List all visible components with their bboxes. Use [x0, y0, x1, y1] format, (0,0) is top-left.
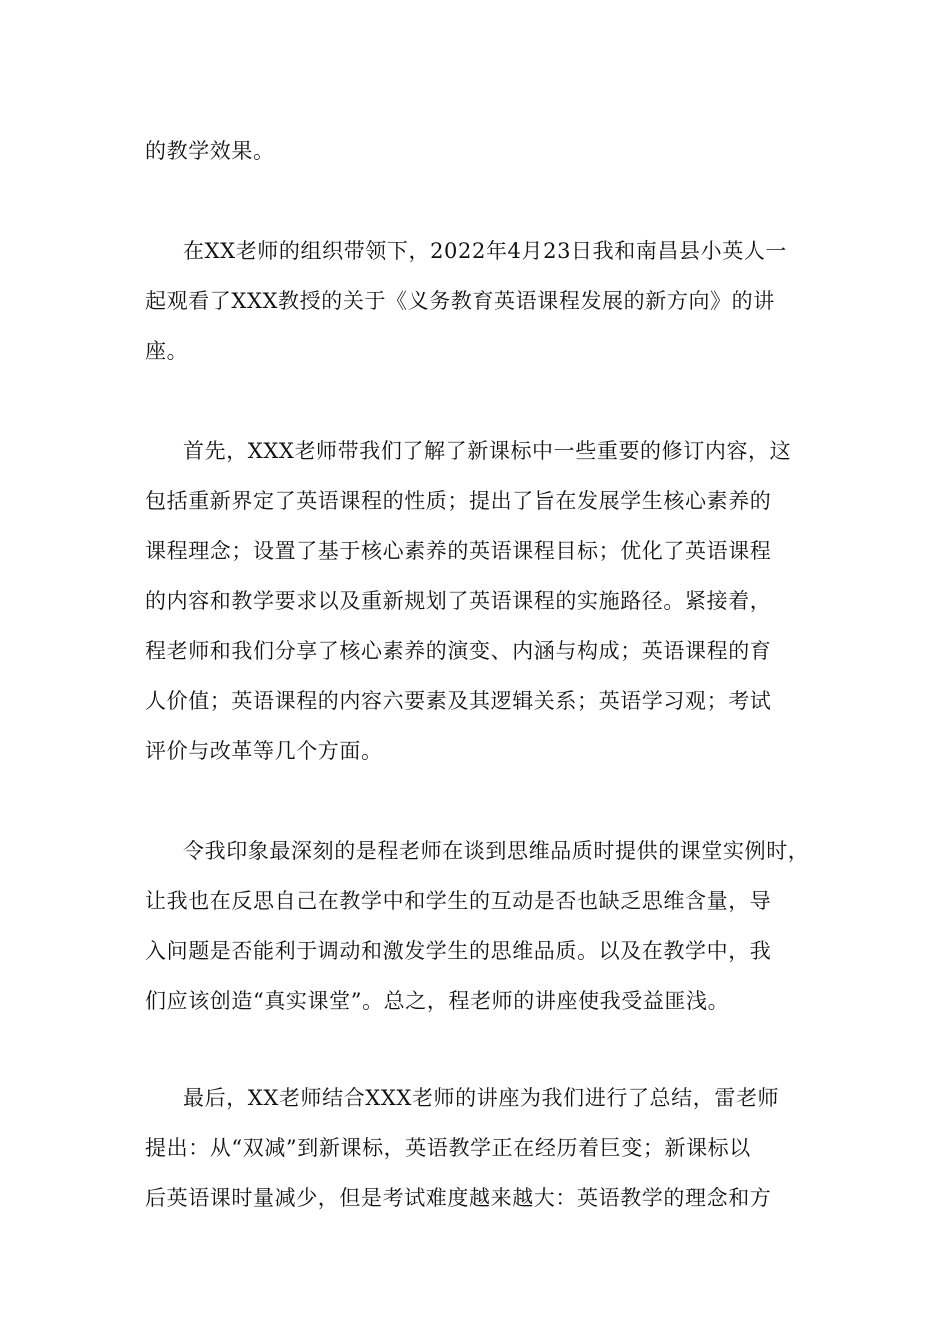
paragraph-4-line-2: 让我也在反思自己在教学中和学生的互动是否也缺乏思维含量，导	[145, 889, 772, 913]
paragraph-4-line-1: 令我印象最深刻的是程老师在谈到思维品质时提供的课堂实例时，	[183, 839, 810, 863]
paragraph-3-line-6: 人价值；英语课程的内容六要素及其逻辑关系；英语学习观；考试	[145, 689, 772, 713]
paragraph-5-line-1: 最后，XX老师结合XXX老师的讲座为我们进行了总结，雷老师	[183, 1086, 780, 1110]
paragraph-3-line-1: 首先，XXX老师带我们了解了新课标中一些重要的修订内容，这	[183, 439, 792, 463]
paragraph-3-line-7: 评价与改革等几个方面。	[145, 739, 383, 763]
paragraph-4-line-3: 入问题是否能利于调动和激发学生的思维品质。以及在教学中，我	[145, 939, 772, 963]
paragraph-3-line-4: 的内容和教学要求以及重新规划了英语课程的实施路径。紧接着，	[145, 589, 772, 613]
paragraph-3-line-3: 课程理念；设置了基于核心素养的英语课程目标；优化了英语课程	[145, 539, 772, 563]
paragraph-3-line-5: 程老师和我们分享了核心素养的演变、内涵与构成；英语课程的育	[145, 639, 772, 663]
paragraph-2-line-1: 在XX老师的组织带领下，2022年4月23日我和南昌县小英人一	[183, 239, 788, 263]
paragraph-5-line-2: 提出：从“双减”到新课标，英语教学正在经历着巨变；新课标以	[145, 1136, 751, 1160]
paragraph-2-line-3: 座。	[145, 339, 189, 363]
paragraph-4-line-4: 们应该创造“真实课堂”。总之，程老师的讲座使我受益匪浅。	[145, 989, 730, 1013]
paragraph-1-line-1: 的教学效果。	[145, 139, 275, 163]
paragraph-3-line-2: 包括重新界定了英语课程的性质；提出了旨在发展学生核心素养的	[145, 489, 772, 513]
paragraph-5-line-3: 后英语课时量减少，但是考试难度越来越大：英语教学的理念和方	[145, 1186, 772, 1210]
paragraph-2-line-2: 起观看了XXX教授的关于《义务教育英语课程发展的新方向》的讲	[145, 289, 775, 313]
